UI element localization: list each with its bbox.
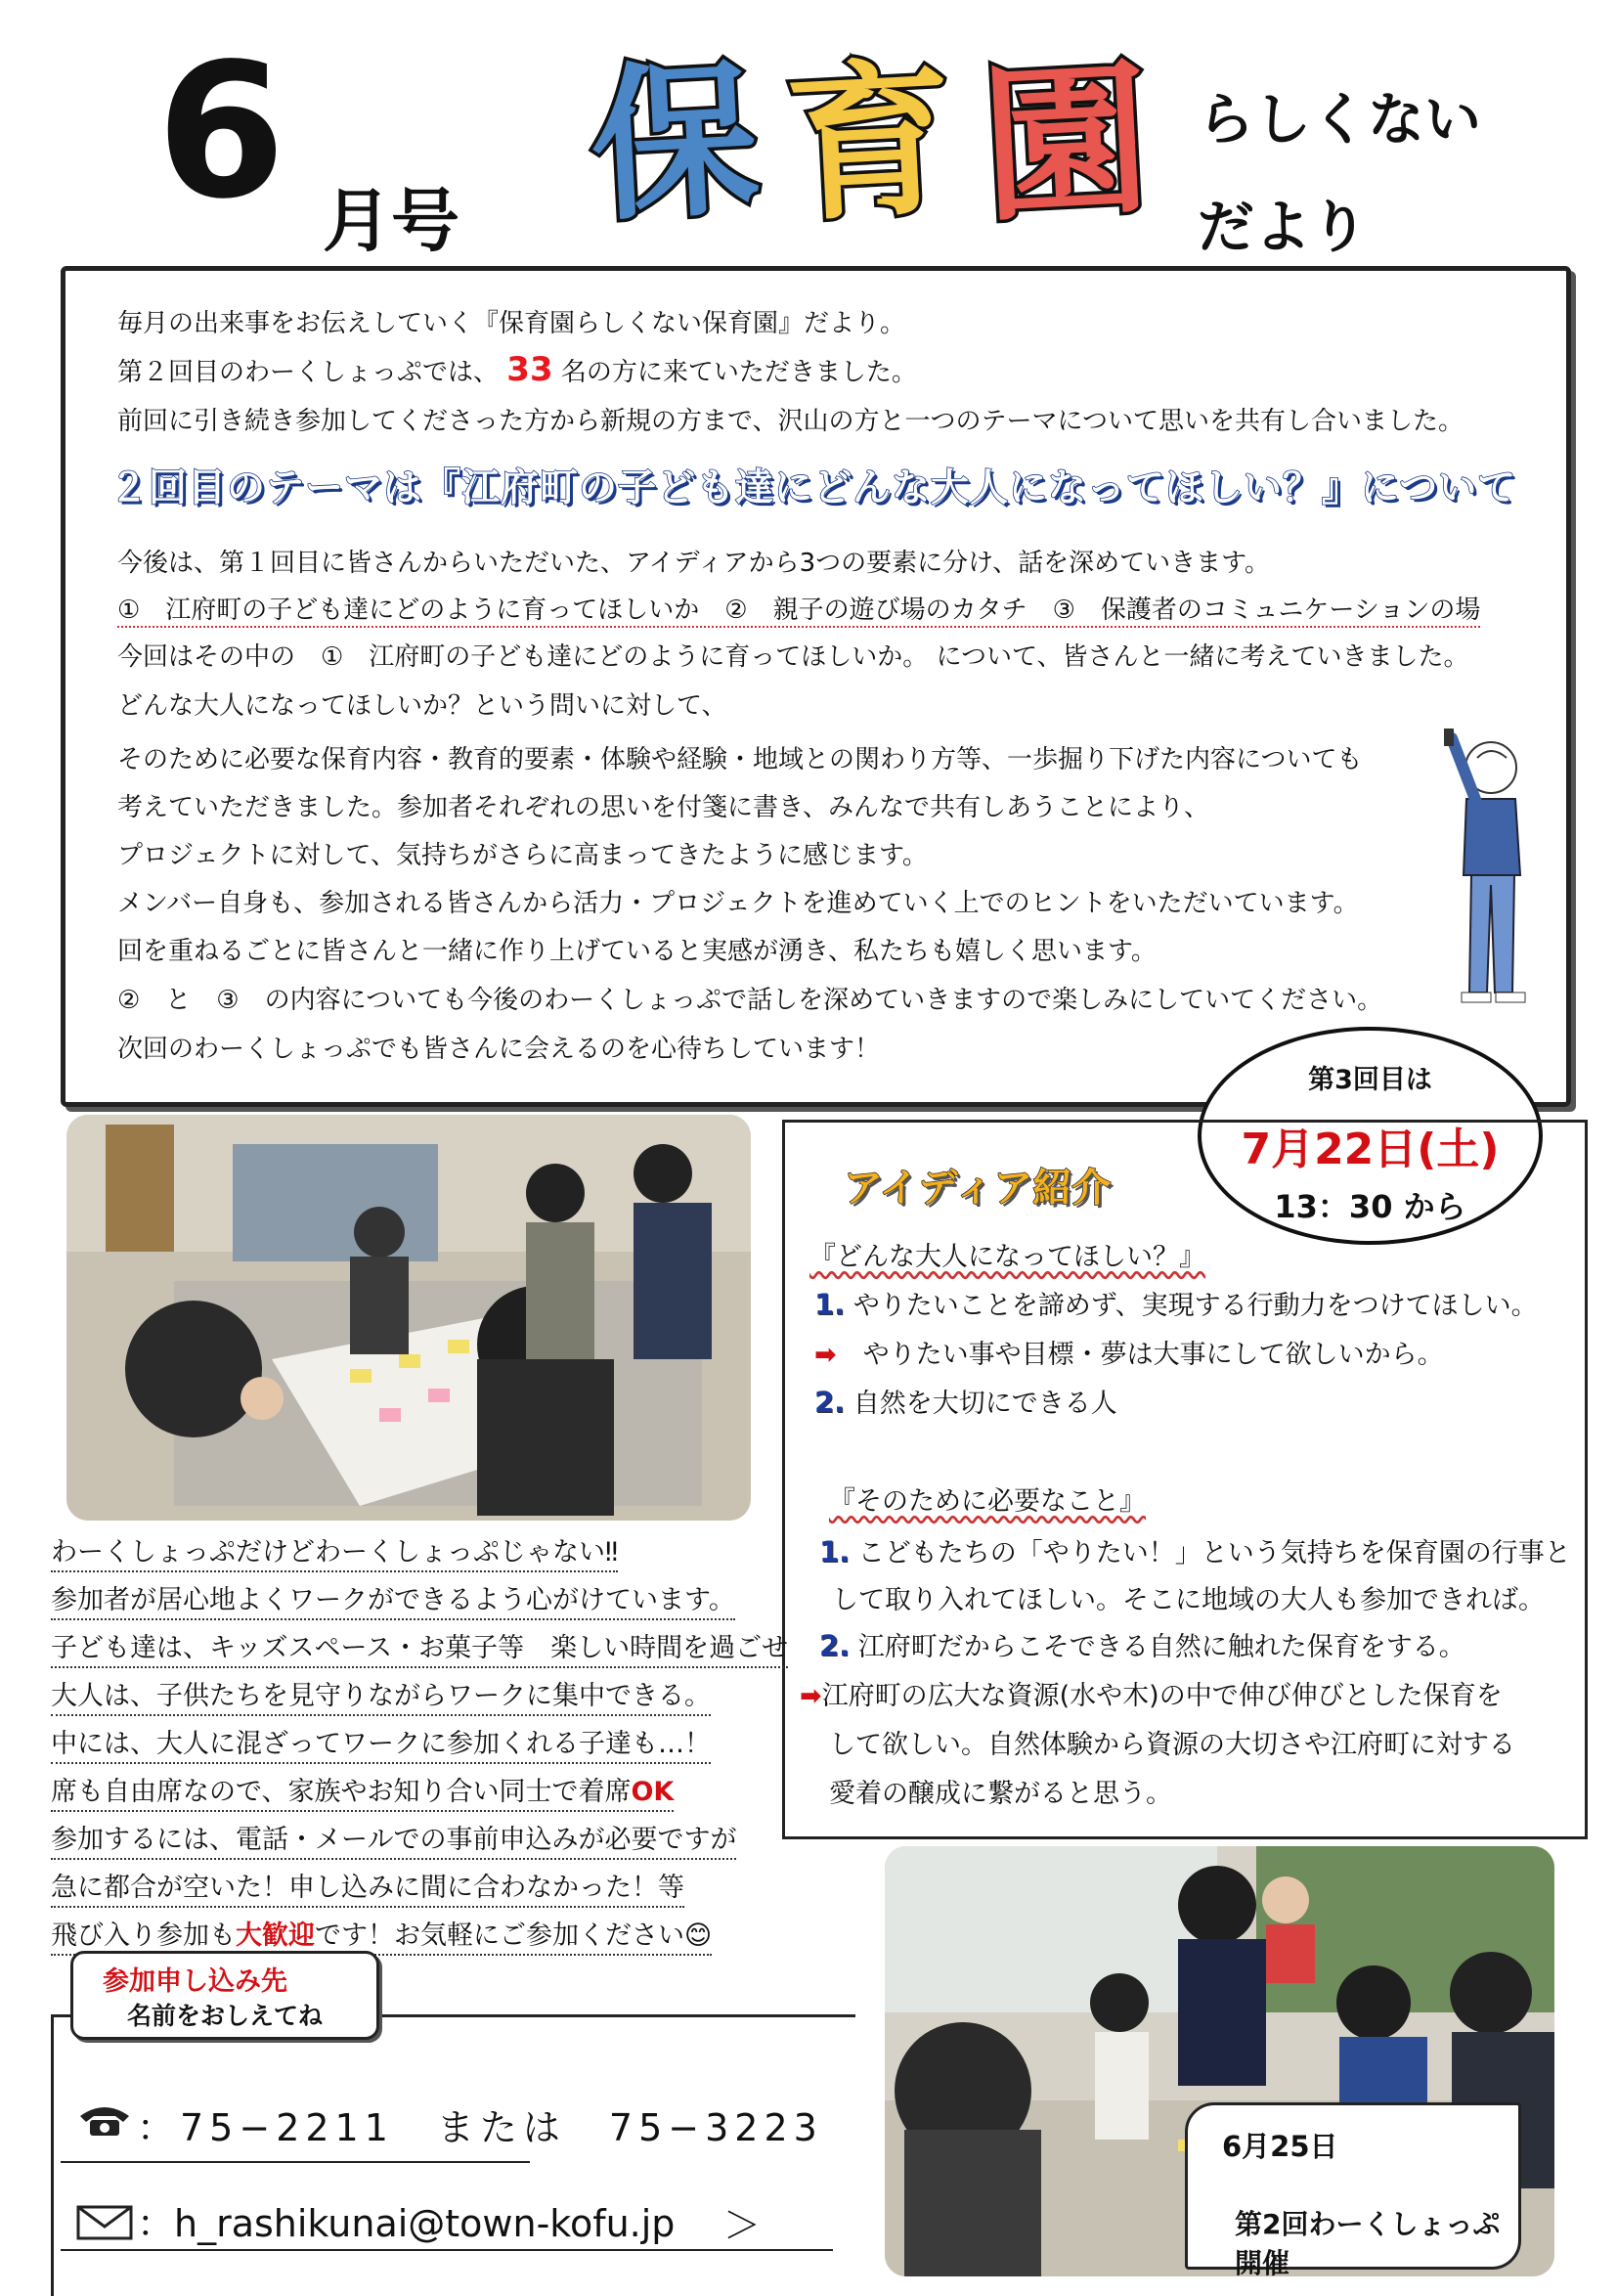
arrow-right-icon: ＞: [723, 2204, 762, 2247]
body-line-4: どんな大人になってほしいか？という問いに対して、: [117, 691, 727, 721]
arrow-right-icon: ➡: [800, 1681, 822, 1711]
mail-icon: [76, 2205, 133, 2240]
body-line-9: 回を重ねるごとに皆さんと一緒に作り上げていると実感が湧き、私たちも嬉しく思います。: [117, 937, 1157, 966]
body-line-3: 今回はその中の ① 江府町の子ども達にどのように育ってほしいか。 について、皆さんと一緒に考えていきました。: [117, 642, 1469, 672]
left-text-1: わーくしょっぷだけどわーくしょっぷじゃない‼: [51, 1530, 618, 1572]
body-line-6: 考えていただきました。参加者それぞれの思いを付箋に書き、みんなで共有しあうことにより、: [117, 793, 1209, 822]
idea-need-2-detail-2: して欲しい。自然体験から資源の大切さや江府町に対する: [829, 1730, 1515, 1760]
intro-line-2: [117, 350, 917, 389]
body-line-8: メンバー自身も、参加される皆さんから活力・プロジェクトを進めていく上でのヒントをいただいています。: [117, 889, 1359, 918]
left-text-7: 参加するには、電話・メールでの事前申込みが必要ですが: [51, 1818, 736, 1860]
email-address[interactable]: ：h_rashikunai@town-kofu.jp: [137, 2202, 676, 2245]
contact-box: [51, 2014, 855, 2296]
body-line-7: プロジェクトに対して、気持ちがさらに高まってきたように感じます。: [117, 841, 928, 870]
welcome-highlight: 大歓迎: [236, 1921, 315, 1951]
number-1-icon: 1.: [814, 1288, 846, 1321]
left-text-6: [51, 1770, 674, 1812]
subtitle-line1: らしくない: [1198, 86, 1482, 153]
arrow-right-icon: ➡: [814, 1340, 837, 1370]
left-text-9: [51, 1914, 712, 1956]
month-suffix: 月号: [323, 181, 459, 261]
telephone-numbers[interactable]: ：75−2211 または 75−3223: [137, 2106, 823, 2149]
body-line-11: 次回のわーくしょっぷでも皆さんに会えるのを心待ちしています！: [117, 1035, 881, 1064]
month-number: 6: [156, 23, 283, 240]
intro-line-2-post: 名の方に来ていただきました。: [560, 358, 917, 387]
newsletter-title: [577, 42, 1163, 245]
idea-answer-1-reason: [814, 1333, 1444, 1371]
title-char-iku: 育: [781, 42, 959, 245]
number-1-icon: 1.: [819, 1535, 851, 1568]
body-line-2: ① 江府町の子ども達にどのように育ってほしいか ② 親子の遊び場のカタチ ③ 保護者のコミュニケーションの場: [117, 590, 1480, 628]
contact-subtitle: 名前をおしえてね: [127, 2002, 324, 2030]
idea-need-1a-text: こどもたちの「やりたい！」という気持ちを保育園の行事と: [857, 1538, 1571, 1568]
body-line-1: 今後は、第１回目に皆さんからいただいた、アイディアから3つの要素に分け、話を深めていきます。: [117, 549, 1271, 578]
number-2-icon: 2.: [819, 1629, 851, 1662]
idea-answer-1-text: やりたいことを諦めず、実現する行動力をつけてほしい。: [852, 1291, 1538, 1321]
idea-need-1a: [819, 1531, 1571, 1569]
idea-need-2-detail-1: [800, 1674, 1503, 1712]
idea-need-1b: して取り入れてほしい。そこに地域の大人も参加できれば。: [832, 1585, 1545, 1615]
idea-need-2: [819, 1625, 1465, 1663]
left-text-3: 子ども達は、キッズスペース・お菓子等 楽しい時間を過ごせ: [51, 1626, 788, 1668]
attendee-count: 33: [506, 350, 553, 389]
workshop-photo-1: [66, 1115, 751, 1521]
subtitle-line2: だより: [1198, 194, 1369, 260]
left-text-2: 参加者が居心地よくワークができるよう心がけています。: [51, 1578, 735, 1620]
idea-question-1: 『どんな大人になってほしい？』: [809, 1242, 1205, 1272]
idea-question-2: 『そのために必要なこと』: [829, 1486, 1146, 1517]
number-2-icon: 2.: [814, 1386, 846, 1419]
left-text-4: 大人は、子供たちを見守りながらワークに集中できる。: [51, 1674, 711, 1716]
idea-need-2-detail-1-text: 江府町の広大な資源(水や木)の中で伸び伸びとした保育を: [821, 1681, 1503, 1711]
contact-divider-2: [61, 2249, 833, 2251]
idea-introduction-box: [782, 1120, 1588, 1839]
left-text-8: 急に都合が空いた！申し込みに間に合わなかった！等: [51, 1866, 684, 1908]
left-text-6-pre: 席も自由席なので、家族やお知り合い同士で着席: [51, 1777, 632, 1807]
left-text-9-pre: 飛び入り参加も: [51, 1921, 236, 1951]
next-workshop-time: 13：30 から: [1274, 1188, 1466, 1225]
idea-answer-1: [814, 1284, 1538, 1322]
caption-event: 第2回わーくしょっぷ開催: [1235, 2208, 1501, 2279]
title-char-en: 園: [977, 42, 1155, 245]
idea-heading: アイディア紹介: [844, 1166, 1112, 1211]
left-text-5: 中には、大人に混ざってワークに参加くれる子達も…！: [51, 1722, 711, 1764]
ok-badge: OK: [631, 1777, 675, 1807]
body-line-10: ② と ③ の内容についても今後のわーくしょっぷで話しを深めていきますので楽しみにしていてください。: [117, 986, 1383, 1015]
caption-date: 6月25日: [1222, 2130, 1338, 2163]
intro-line-2-pre: 第２回目のわーくしょっぷでは、: [117, 358, 500, 387]
contact-divider: [61, 2161, 530, 2163]
idea-answer-1-reason-text: やりたい事や目標・夢は大事にして欲しいから。: [862, 1340, 1444, 1370]
telephone-icon: [76, 2102, 133, 2138]
photo-caption: [1185, 2102, 1521, 2279]
theme-heading: ２回目のテーマは『江府町の子ども達にどんな大人になってほしい？』について: [109, 466, 1517, 510]
idea-need-2-text: 江府町だからこそできる自然に触れた保育をする。: [857, 1632, 1465, 1662]
intro-line-3: 前回に引き続き参加してくださった方から新規の方まで、沢山の方と一つのテーマについて思いを共有し合いました。: [117, 407, 1464, 436]
next-workshop-date: 7月22日(土): [1241, 1125, 1500, 1174]
left-text-9-post: です！お気軽にご参加ください😊: [315, 1921, 713, 1951]
title-char-ho: 保: [586, 42, 764, 245]
contact-title: 参加申し込み先: [103, 1966, 287, 1997]
contact-tab: [70, 1951, 379, 2040]
intro-line-1: 毎月の出来事をお伝えしていく『保育園らしくない保育園』だより。: [117, 309, 906, 338]
idea-answer-2-text: 自然を大切にできる人: [852, 1389, 1117, 1419]
body-line-5: そのために必要な保育内容・教育的要素・体験や経験・地域との関わり方等、一歩掘り下げた内容についても: [117, 745, 1363, 774]
idea-answer-2: [814, 1382, 1117, 1420]
person-writing-illustration: [1422, 729, 1550, 1012]
next-workshop-label: 第3回目は: [1308, 1065, 1432, 1095]
idea-need-2-detail-3: 愛着の醸成に繋がると思う。: [829, 1779, 1172, 1809]
